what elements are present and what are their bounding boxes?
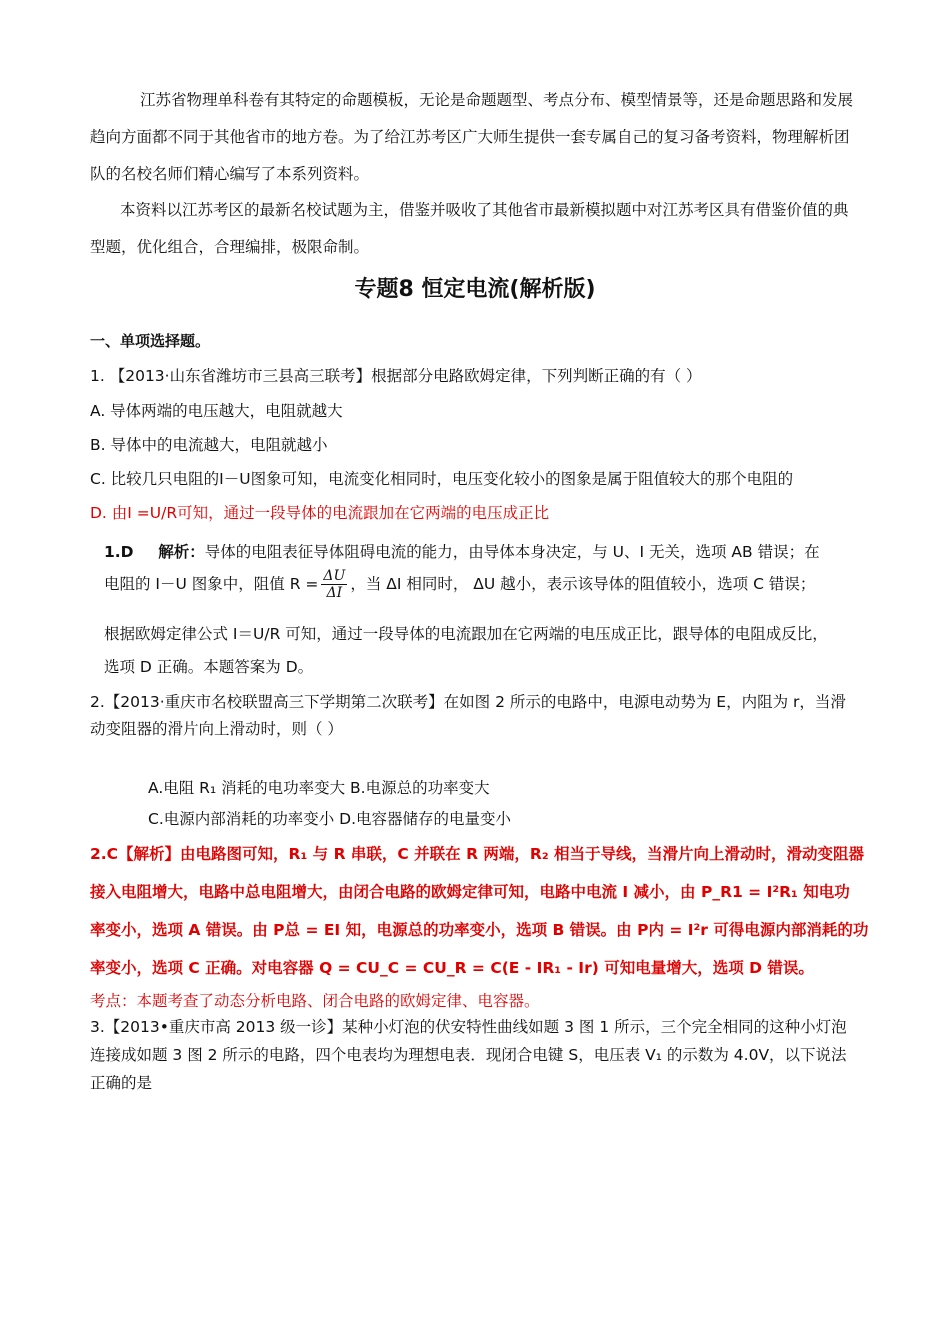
q1-stem: 1. 【2013·山东省潍坊市三县高三联考】根据部分电路欧姆定律，下列判断正确的有（ ） <box>90 367 702 385</box>
q2-options-line-2: C.电源内部消耗的功率变小 D.电容器储存的电量变小 <box>148 810 512 828</box>
q2-options-line-1: A.电阻 R₁ 消耗的电功率变大 B.电源总的功率变大 <box>148 779 490 797</box>
q1-answer-line-2 <box>104 568 815 601</box>
q2-answer-line-4: 率变小，选项 C 正确。对电容器 Q = CU_C = CU_R = C(E - IR₁ - Ir) 可知电量增大，选项 D 错误。 <box>90 959 814 977</box>
q1-option-c: C. 比较几只电阻的I－U图象可知，电流变化相同时，电压变化较小的图象是属于阻值较大的那个电阻的 <box>90 470 794 488</box>
q2-note: 考点：本题考查了动态分析电路、闭合电路的欧姆定律、电容器。 <box>90 992 540 1010</box>
q1-option-d: D. 由I =U/R可知，通过一段导体的电流跟加在它两端的电压成正比 <box>90 504 550 522</box>
fraction-numerator: ΔU <box>323 568 346 584</box>
q1-answer-tag: 解析： <box>158 543 205 561</box>
q1-answer-line-4: 选项 D 正确。本题答案为 D。 <box>104 658 314 676</box>
q2-stem-line-2: 动变阻器的滑片向上滑动时，则（ ） <box>90 720 343 738</box>
fraction-denominator: ΔI <box>326 585 343 601</box>
q1-option-a: A. 导体两端的电压越大，电阻就越大 <box>90 402 343 420</box>
q2-answer-line-2: 接入电阻增大，电路中总电阻增大，由闭合电路的欧姆定律可知，电路中电流 I 减小，由 P_R1 = I²R₁ 知电功 <box>90 883 850 901</box>
q1-answer-line-1 <box>104 540 820 562</box>
q3-line-3: 正确的是 <box>90 1074 153 1092</box>
q2-answer-line-1: 2.C【解析】由电路图可知，R₁ 与 R 串联，C 并联在 R 两端，R₂ 相当于导线，当滑片向上滑动时，滑动变阻器 <box>90 845 865 863</box>
resistance-fraction <box>321 568 347 601</box>
q1-answer-text-1: 导体的电阻表征导体阻碍电流的能力，由导体本身决定，与 U、I 无关，选项 AB 错误；在 <box>204 543 820 561</box>
intro-paragraph-2: 本资料以江苏考区的最新名校试题为主，借鉴并吸收了其他省市最新模拟题中对江苏考区具有借鉴价值的典型题，优化组合，合理编排，极限命制。 <box>90 201 849 256</box>
q1-answer-text-2a: 电阻的 I－U 图象中，阻值 R = <box>104 575 319 593</box>
q1-answer-line-3: 根据欧姆定律公式 I＝U/R 可知，通过一段导体的电流跟加在它两端的电压成正比，跟导体的电阻成反比， <box>104 625 828 643</box>
intro-paragraph-1: 江苏省物理单科卷有其特定的命题模板，无论是命题题型、考点分布、模型情景等，还是命题思路和发展趋向方面都不同于其他省市的地方卷。为了给江苏考区广大师生提供一套专属自己的复习备考资料，物理解析团队的名校名师们精心编写了本系列资料。 <box>90 91 854 183</box>
page-title: 专题8 恒定电流(解析版) <box>354 277 596 302</box>
q2-stem-line-1: 2.【2013·重庆市名校联盟高三下学期第二次联考】在如图 2 所示的电路中，电源电动势为 E，内阻为 r，当滑 <box>90 693 846 711</box>
q3-line-2: 连接成如题 3 图 2 所示的电路，四个电表均为理想电表．现闭合电键 S，电压表 V₁ 的示数为 4.0V，以下说法 <box>90 1046 847 1064</box>
section-heading: 一、单项选择题。 <box>90 332 211 350</box>
q1-answer-key: 1.D <box>104 543 134 561</box>
q1-answer-text-2b: ，当 ΔI 相同时， ΔU 越小，表示该导体的阻值较小，选项 C 错误； <box>350 575 816 593</box>
q2-answer-line-3: 率变小，选项 A 错误。由 P总 = EI 知，电源总的功率变小，选项 B 错误。由 P内 = I²r 可得电源内部消耗的功 <box>90 921 869 939</box>
q1-option-b: B. 导体中的电流越大，电阻就越小 <box>90 436 328 454</box>
q3-line-1: 3.【2013•重庆市高 2013 级一诊】某种小灯泡的伏安特性曲线如题 3 图 1 所示，三个完全相同的这种小灯泡 <box>90 1018 847 1036</box>
